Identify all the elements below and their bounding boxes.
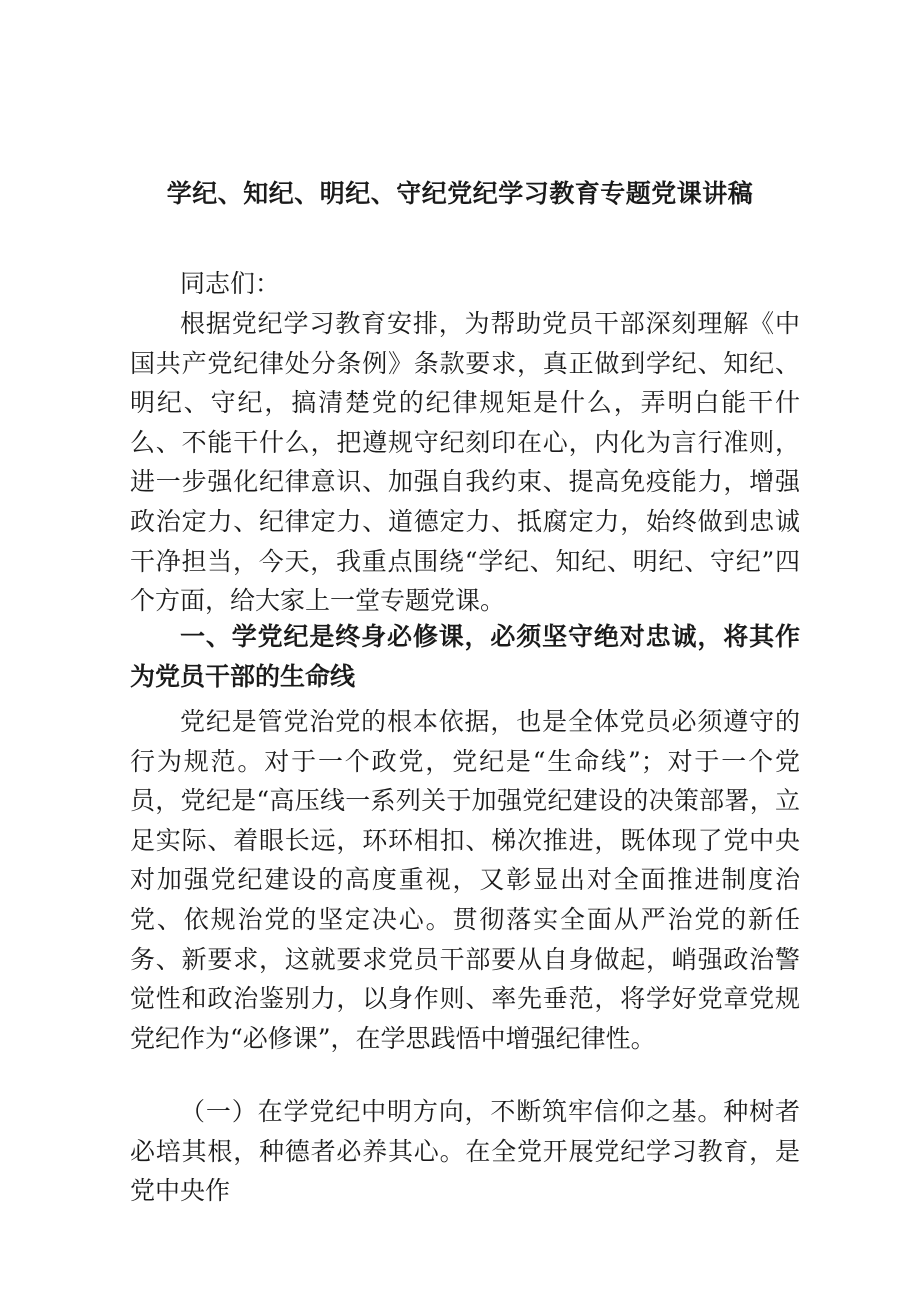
section-one-heading: 一、学党纪是终身必修课，必须坚守绝对忠诚，将其作为党员干部的生命线 bbox=[130, 622, 800, 691]
intro-paragraph: 根据党纪学习教育安排，为帮助党员干部深刻理解《中国共产党纪律处分条例》条款要求，真正做到学纪、知纪、明纪、守纪，搞清楚党的纪律规矩是什么，弄明白能干什么、不能干什么，把遵规守纪刻印在心，内化为言行准则，进一步强化纪律意识、加强自我约束、提高免疫能力，增强政治定力、纪律定力、道德定力、抵腐定力，始终做到忠诚干净担当，今天，我重点围绕“学纪、知纪、明纪、守纪”四个方面，给大家上一堂专题党课。 bbox=[130, 309, 800, 616]
greeting: 同志们： bbox=[180, 269, 281, 298]
document-title: 学纪、知纪、明纪、守纪党纪学习教育专题党课讲稿 bbox=[166, 179, 754, 208]
subsection-one-paragraph: （一）在学党纪中明方向，不断筑牢信仰之基。种树者必培其根，种德者必养其心。在全党开展党纪学习教育，是党中央作 bbox=[130, 1097, 800, 1206]
section-one-paragraph: 党纪是管党治党的根本依据，也是全体党员必须遵守的行为规范。对于一个政党，党纪是“生命线”；对于一个党员，党纪是“高压线一系列关于加强党纪建设的决策部署，立足实际、着眼长远，环环相扣、梯次推进，既体现了党中央对加强党纪建设的高度重视，又彰显出对全面推进制度治党、依规治党的坚定决心。贯彻落实全面从严治党的新任务、新要求，这就要求党员干部要从自身做起，峭强政治警觉性和政治鉴别力，以身作则、率先垂范，将学好党章党规党纪作为“必修课”，在学思践悟中增强纪律性。 bbox=[130, 707, 800, 1053]
